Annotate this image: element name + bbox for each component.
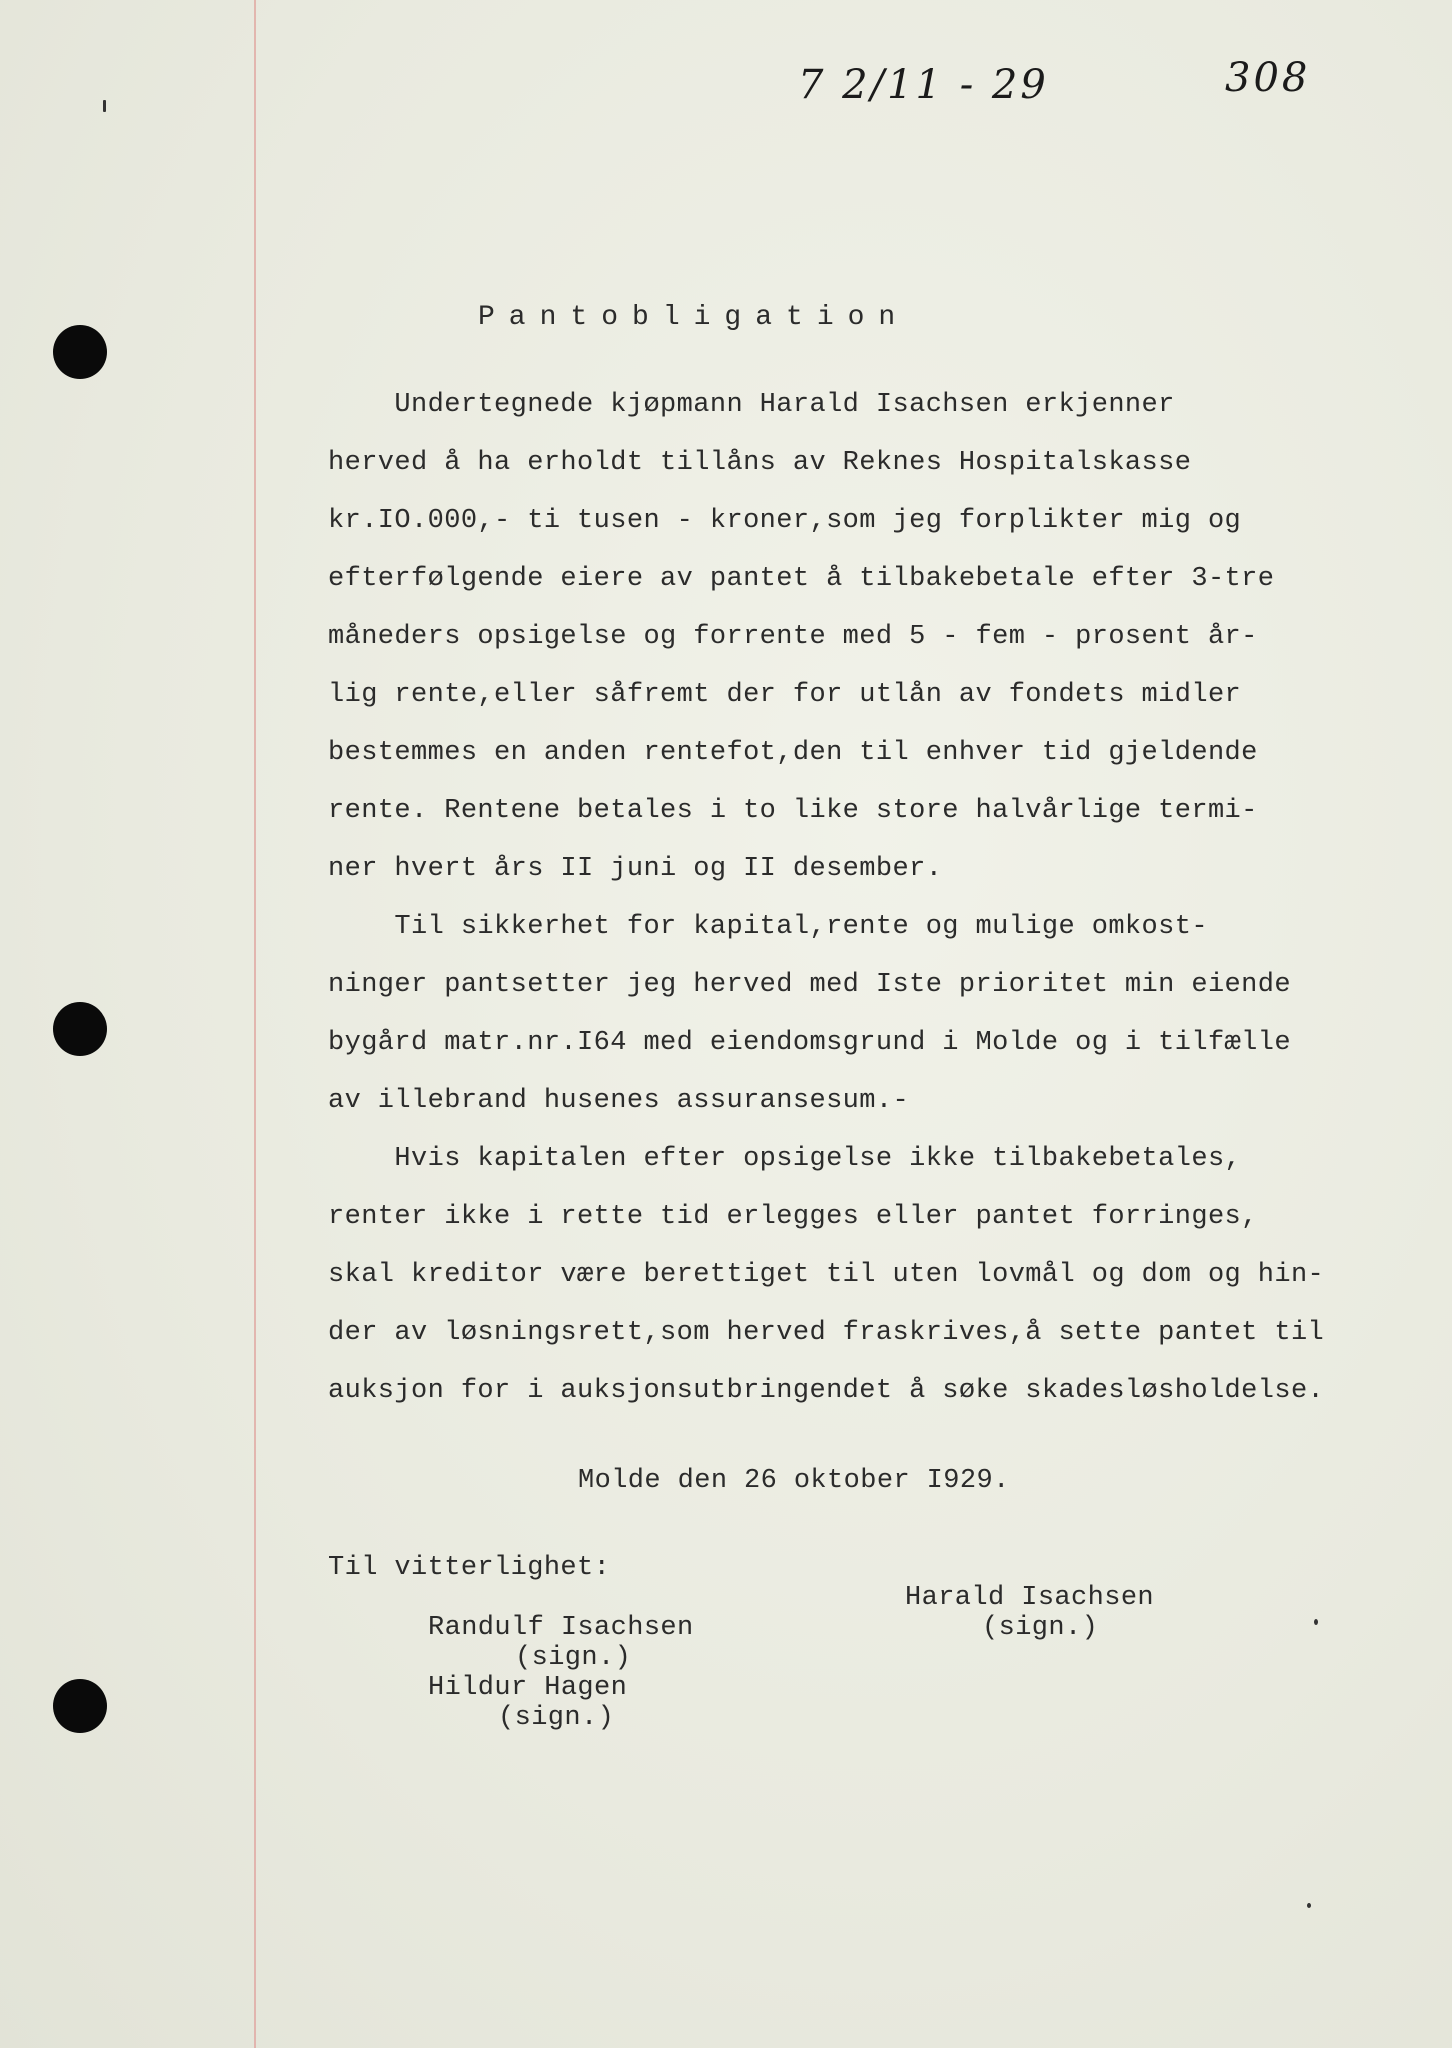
handwritten-date: 7 2/11 - 29 xyxy=(798,62,1049,108)
punch-hole-bottom xyxy=(53,1679,107,1733)
signatory-name: Harald Isachsen xyxy=(905,1583,1155,1613)
text-line: Til sikkerhet for kapital,rente og mulige omkost- xyxy=(328,912,1208,942)
text-line: efterfølgende eiere av pantet å tilbakebetale efter 3-tre xyxy=(328,564,1275,594)
text-line: skal kreditor være berettiget til uten lovmål og dom og hin- xyxy=(328,1260,1325,1290)
place-date: Molde den 26 oktober I929. xyxy=(578,1466,1010,1496)
text-line: kr.IO.000,- ti tusen - kroner,som jeg forplikter mig og xyxy=(328,506,1242,536)
witness-sign: (sign.) xyxy=(498,1703,615,1733)
witness-sign: (sign.) xyxy=(515,1643,632,1673)
text-line: måneders opsigelse og forrente med 5 - fem - prosent år- xyxy=(328,622,1258,652)
punch-hole-middle xyxy=(53,1002,107,1056)
text-line: renter ikke i rette tid erlegges eller pantet forringes, xyxy=(328,1202,1258,1232)
paper-mark xyxy=(1314,1619,1318,1625)
page-number: 308 xyxy=(1225,55,1311,101)
text-line: der av løsningsrett,som herved fraskrives,å sette pantet til xyxy=(328,1318,1325,1348)
text-line: bygård matr.nr.I64 med eiendomsgrund i Molde og i tilfælle xyxy=(328,1028,1291,1058)
witness-label: Til vitterlighet: xyxy=(328,1553,611,1583)
text-line: bestemmes en anden rentefot,den til enhver tid gjeldende xyxy=(328,738,1258,768)
text-line: av illebrand husenes assuransesum.- xyxy=(328,1086,910,1116)
signatory-sign: (sign.) xyxy=(982,1613,1099,1643)
text-line: Hvis kapitalen efter opsigelse ikke tilbakebetales, xyxy=(328,1144,1242,1174)
paper-mark xyxy=(1307,1903,1311,1908)
text-line: Undertegnede kjøpmann Harald Isachsen erkjenner xyxy=(328,390,1175,420)
punch-hole-top xyxy=(53,325,107,379)
text-line: rente. Rentene betales i to like store halvårlige termi- xyxy=(328,796,1258,826)
margin-rule xyxy=(254,0,256,2048)
document-title: Pantobligation xyxy=(478,302,910,333)
paper-mark xyxy=(103,100,106,112)
text-line: auksjon for i auksjonsutbringendet å søke skadesløsholdelse. xyxy=(328,1376,1325,1406)
text-line: ninger pantsetter jeg herved med Iste prioritet min eiende xyxy=(328,970,1291,1000)
text-line: ner hvert års II juni og II desember. xyxy=(328,854,943,884)
witness-name: Randulf Isachsen xyxy=(428,1613,694,1643)
witness-name: Hildur Hagen xyxy=(428,1673,628,1703)
text-line: herved å ha erholdt tillåns av Reknes Hospitalskasse xyxy=(328,448,1192,478)
text-line: lig rente,eller såfremt der for utlån av fondets midler xyxy=(328,680,1242,710)
